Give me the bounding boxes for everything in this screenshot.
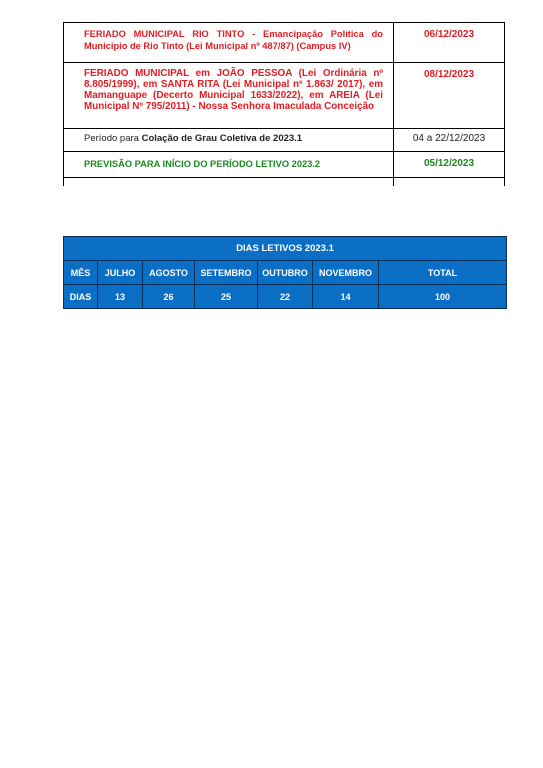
calendar-row [64, 23, 505, 63]
calendar-row [64, 152, 505, 178]
header-cell: JULHO [98, 261, 143, 285]
value-cell: 13 [98, 285, 143, 309]
dias-letivos-table [63, 236, 507, 309]
value-cell: 100 [379, 285, 507, 309]
event-description: PREVISÃO PARA INÍCIO DO PERÍODO LETIVO 2023.2 [64, 152, 394, 178]
event-date: 06/12/2023 [394, 23, 505, 63]
header-cell: OUTUBRO [258, 261, 313, 285]
value-cell: 22 [258, 285, 313, 309]
event-date: 05/12/2023 [394, 152, 505, 178]
header-cell: NOVEMBRO [313, 261, 379, 285]
academic-calendar-table [63, 22, 505, 186]
calendar-row [64, 63, 505, 129]
empty-cell [394, 178, 505, 187]
header-cell: MÊS [64, 261, 98, 285]
event-date: 08/12/2023 [394, 63, 505, 129]
header-cell: SETEMBRO [195, 261, 258, 285]
value-cell: 26 [143, 285, 195, 309]
calendar-row-empty [64, 178, 505, 187]
empty-cell [64, 178, 394, 187]
event-description: FERIADO MUNICIPAL RIO TINTO - Emancipação Política do Município de Rio Tinto (Lei Municipal nº 487/87) (Campus IV) [64, 23, 394, 63]
value-cell: 14 [313, 285, 379, 309]
event-description: FERIADO MUNICIPAL em JOÃO PESSOA (Lei Ordinária nº 8.805/1999), em SANTA RITA (Lei Municipal nº 1.863/ 2017), em Mamanguape (Decerto Municipal 1633/2022), em AREIA (Lei Municipal Nº 795/2011) - Nossa Senhora Imaculada Conceição [64, 63, 394, 129]
event-description-bold: Colação de Grau Coletiva de 2023.1 [141, 133, 303, 144]
header-cell: TOTAL [379, 261, 507, 285]
dias-letivos-header-row [64, 261, 507, 285]
dias-letivos-values-row [64, 285, 507, 309]
value-cell: 25 [195, 285, 258, 309]
event-description [64, 129, 394, 152]
dias-letivos-title: DIAS LETIVOS 2023.1 [64, 237, 507, 261]
event-description-prefix: Período para [84, 133, 142, 144]
header-cell: AGOSTO [143, 261, 195, 285]
dias-letivos-title-row [64, 237, 507, 261]
event-date: 04 a 22/12/2023 [394, 129, 505, 152]
value-cell: DIAS [64, 285, 98, 309]
calendar-row [64, 129, 505, 152]
